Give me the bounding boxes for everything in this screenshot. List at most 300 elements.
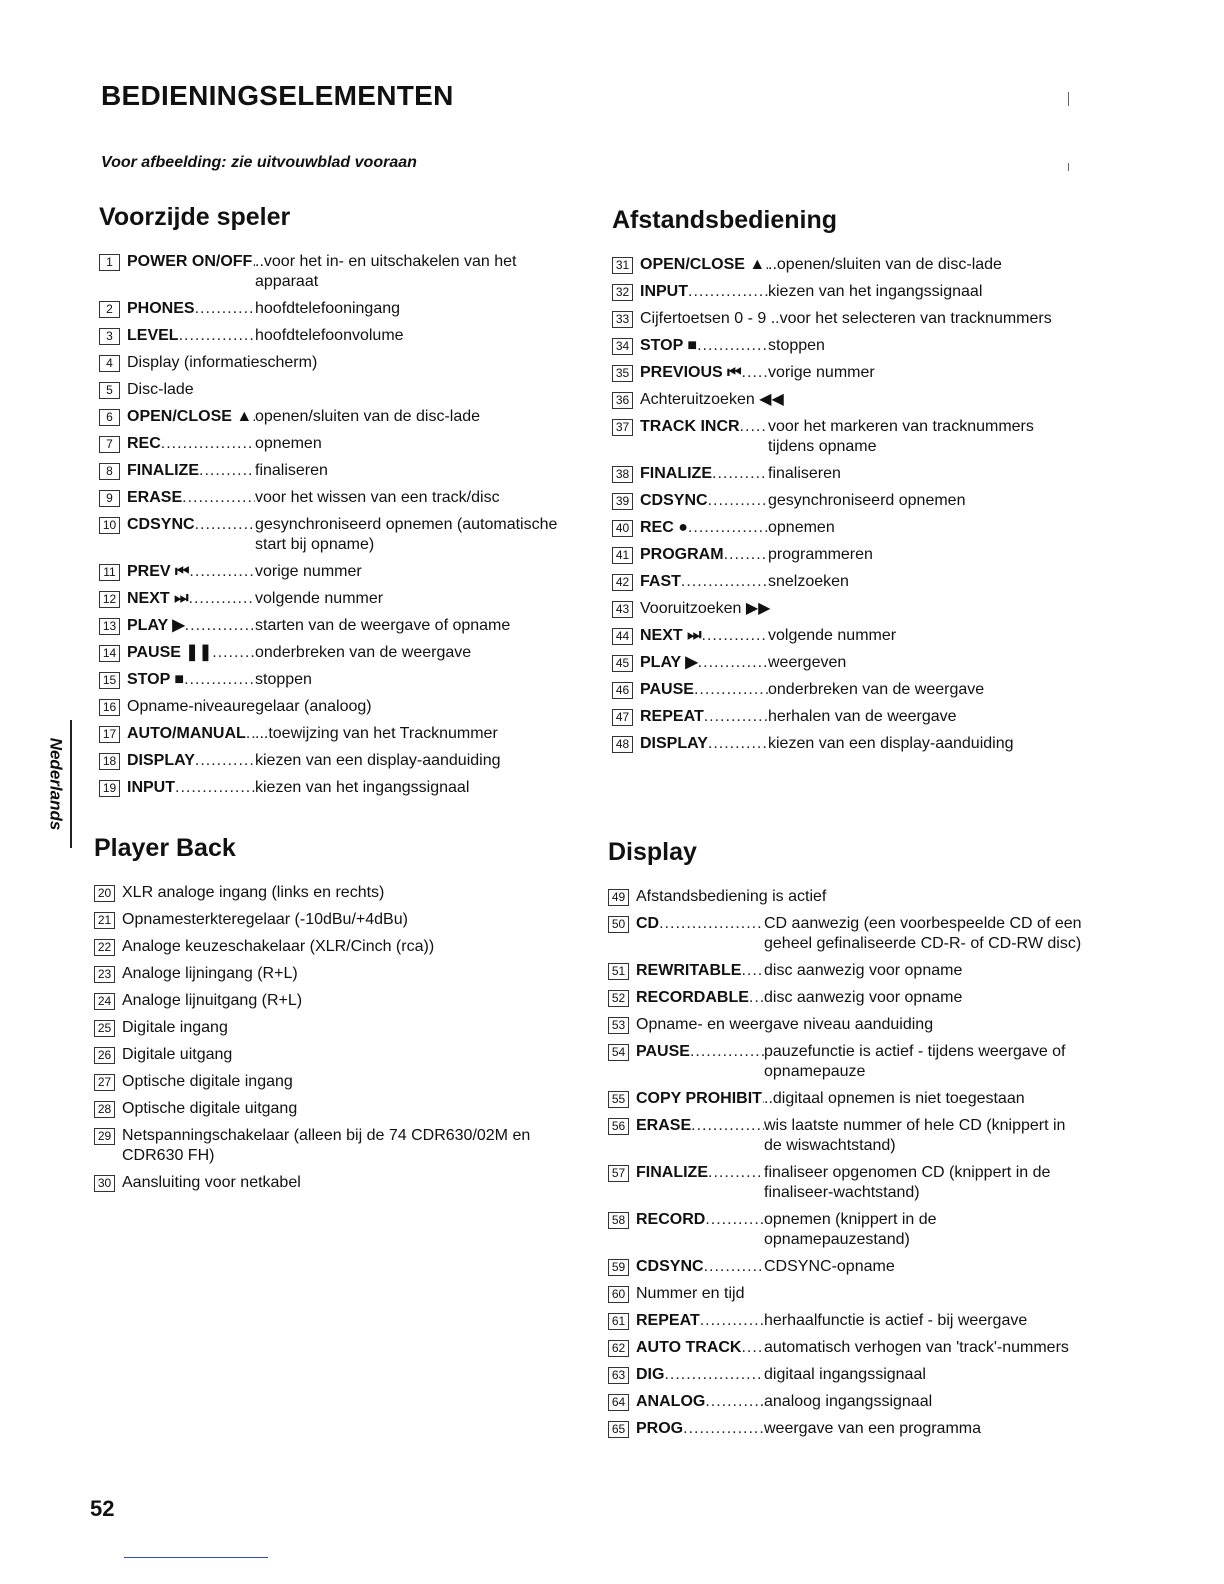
- list-item: [99, 252, 569, 292]
- item-number: 28: [94, 1101, 115, 1118]
- list-item: [99, 434, 569, 454]
- item-label: POWER ON/OFF: [127, 253, 253, 270]
- dot-leader: [683, 1419, 764, 1439]
- dot-leader: [704, 707, 768, 727]
- item-label: REPEAT: [640, 708, 704, 725]
- item-description: voor het markeren van tracknummers tijdens opname: [768, 418, 1034, 455]
- item-label: FAST: [640, 573, 681, 590]
- item-number: 16: [99, 699, 120, 716]
- footer-divider: [124, 1557, 268, 1558]
- list-item: [99, 299, 569, 319]
- item-description: openen/sluiten van de disc-lade: [255, 408, 481, 425]
- dot-leader: [185, 616, 255, 636]
- item-number: 34: [612, 338, 633, 355]
- list-item: [612, 363, 1082, 383]
- dot-leader: [708, 734, 768, 754]
- section-display: [608, 838, 1083, 1446]
- dot-leader: [694, 680, 768, 700]
- item-description: finaliseer opgenomen CD (knippert in de finaliseer-wachtstand): [764, 1164, 1051, 1201]
- item-number: 27: [94, 1074, 115, 1091]
- dot-leader: [708, 491, 768, 511]
- dot-leader: [740, 417, 768, 437]
- item-description: ..openen/sluiten van de disc-lade: [768, 256, 1002, 273]
- item-number: 26: [94, 1047, 115, 1064]
- item-description: volgende nummer: [768, 627, 897, 644]
- item-description: gesynchroniseerd opnemen (automatische start bij opname): [255, 516, 558, 553]
- item-number: 49: [608, 889, 629, 906]
- item-number: 5: [99, 382, 120, 399]
- list-item: [94, 1126, 574, 1166]
- dot-leader: [195, 299, 255, 319]
- item-description: finaliseren: [255, 462, 328, 479]
- dot-leader: [246, 724, 255, 744]
- item-description: herhaalfunctie is actief - bij weergave: [764, 1312, 1028, 1329]
- list-item: [99, 326, 569, 346]
- item-description: stoppen: [255, 671, 312, 688]
- list-item: [94, 1018, 574, 1038]
- dot-leader: [688, 518, 768, 538]
- dot-leader: [179, 326, 255, 346]
- list-item: [94, 883, 574, 903]
- item-description: ...toewijzing van het Tracknummer: [255, 725, 498, 742]
- language-label: Nederlands: [46, 737, 65, 831]
- item-label: PAUSE ❚❚: [127, 644, 213, 661]
- item-label: PLAY ▶: [640, 654, 698, 671]
- dot-leader: [741, 1338, 764, 1358]
- item-label: PREV ⏮: [127, 563, 190, 580]
- list-item: [608, 1365, 1083, 1385]
- item-description: disc aanwezig voor opname: [764, 962, 963, 979]
- item-label: CDSYNC: [127, 516, 195, 533]
- item-description: onderbreken van de weergave: [255, 644, 472, 661]
- item-number: 20: [94, 885, 115, 902]
- item-number: 21: [94, 912, 115, 929]
- item-description: vorige nummer: [255, 563, 362, 580]
- item-description: weergeven: [768, 654, 847, 671]
- section-heading: Display: [608, 838, 697, 866]
- scan-mark: [1068, 92, 1069, 106]
- item-number: 42: [612, 574, 633, 591]
- page-number: 52: [90, 1496, 115, 1521]
- item-label: RECORDABLE: [636, 989, 749, 1006]
- list-item: [99, 515, 569, 555]
- section-heading: Voorzijde speler: [99, 203, 291, 231]
- item-label: PAUSE: [640, 681, 694, 698]
- item-number: 55: [608, 1091, 629, 1108]
- item-number: 3: [99, 328, 120, 345]
- dot-leader: [195, 751, 255, 771]
- item-number: 48: [612, 736, 633, 753]
- item-description: kiezen van een display-aanduiding: [255, 752, 501, 769]
- item-description: digitaal ingangssignaal: [764, 1366, 926, 1383]
- list-item: [99, 353, 569, 373]
- item-number: 9: [99, 490, 120, 507]
- item-text: Netspanningschakelaar (alleen bij de 74 CDR630/02M en CDR630 FH): [122, 1127, 531, 1164]
- item-text: XLR analoge ingang (links en rechts): [122, 884, 385, 901]
- item-number: 15: [99, 672, 120, 689]
- item-label: PROG: [636, 1420, 684, 1437]
- list-item: [99, 751, 569, 771]
- list-item: [612, 336, 1082, 356]
- item-text: Optische digitale uitgang: [122, 1100, 298, 1117]
- item-number: 19: [99, 780, 120, 797]
- item-number: 46: [612, 682, 633, 699]
- item-text: Cijfertoetsen 0 - 9 ..voor het selecteren van tracknummers: [640, 310, 1052, 327]
- item-number: 12: [99, 591, 120, 608]
- item-label: PHONES: [127, 300, 195, 317]
- list-item: [94, 910, 574, 930]
- item-number: 1: [99, 254, 120, 271]
- item-number: 63: [608, 1367, 629, 1384]
- item-description: opnemen (knippert in de opnamepauzestand): [764, 1211, 937, 1248]
- list-item: [608, 1257, 1083, 1277]
- dot-leader: [724, 545, 768, 565]
- item-number: 37: [612, 419, 633, 436]
- item-number: 7: [99, 436, 120, 453]
- dot-leader: [708, 1163, 764, 1183]
- dot-leader: [184, 670, 255, 690]
- dot-leader: [741, 961, 764, 981]
- item-number: 35: [612, 365, 633, 382]
- item-description: opnemen: [768, 519, 835, 536]
- item-label: REC: [127, 435, 161, 452]
- dot-leader: [702, 626, 768, 646]
- item-description: stoppen: [768, 337, 825, 354]
- item-description: analoog ingangssignaal: [764, 1393, 933, 1410]
- item-number: 31: [612, 257, 633, 274]
- item-description: CDSYNC-opname: [764, 1258, 895, 1275]
- list-item: [99, 380, 569, 400]
- list-item: [612, 653, 1082, 673]
- back-items: [94, 883, 574, 1193]
- dot-leader: [189, 589, 255, 609]
- item-label: RECORD: [636, 1211, 706, 1228]
- item-text: Disc-lade: [127, 381, 194, 398]
- section-front-panel: [99, 203, 569, 805]
- list-item: [612, 734, 1082, 754]
- list-item: [94, 937, 574, 957]
- item-description: kiezen van het ingangssignaal: [255, 779, 470, 796]
- item-label: DISPLAY: [640, 735, 708, 752]
- item-label: AUTO/MANUAL: [127, 725, 246, 742]
- item-text: Analoge keuzeschakelaar (XLR/Cinch (rca)): [122, 938, 435, 955]
- list-item: [608, 1311, 1083, 1331]
- list-item: [612, 626, 1082, 646]
- item-description: voor het wissen van een track/disc: [255, 489, 500, 506]
- item-description: starten van de weergave of opname: [255, 617, 511, 634]
- item-label: STOP ■: [127, 671, 185, 688]
- list-item: [612, 680, 1082, 700]
- list-item: [608, 887, 1083, 907]
- list-item: [94, 1045, 574, 1065]
- item-text: Afstandsbediening is actief: [636, 888, 827, 905]
- item-number: 52: [608, 990, 629, 1007]
- list-item: [612, 518, 1082, 538]
- list-item: [608, 1015, 1083, 1035]
- item-label: CDSYNC: [640, 492, 708, 509]
- item-number: 45: [612, 655, 633, 672]
- list-item: [608, 1210, 1083, 1250]
- item-label: PLAY ▶: [127, 617, 185, 634]
- item-number: 65: [608, 1421, 629, 1438]
- dot-leader: [712, 464, 768, 484]
- item-text: Aansluiting voor netkabel: [122, 1174, 301, 1191]
- item-number: 59: [608, 1259, 629, 1276]
- dot-leader: [182, 488, 255, 508]
- list-item: [99, 407, 569, 427]
- item-label: LEVEL: [127, 327, 179, 344]
- item-label: PREVIOUS ⏮: [640, 364, 742, 381]
- item-label: FINALIZE: [640, 465, 712, 482]
- list-item: [608, 1284, 1083, 1304]
- item-text: Vooruitzoeken ▶▶: [640, 600, 771, 617]
- item-label: NEXT ⏭: [127, 590, 189, 607]
- item-number: 17: [99, 726, 120, 743]
- item-description: hoofdtelefoonvolume: [255, 327, 404, 344]
- list-item: [94, 1072, 574, 1092]
- item-number: 30: [94, 1175, 115, 1192]
- section-player-back: [94, 834, 574, 1200]
- list-item: [612, 599, 1082, 619]
- item-label: NEXT ⏭: [640, 627, 702, 644]
- item-description: hoofdtelefooningang: [255, 300, 401, 317]
- item-number: 8: [99, 463, 120, 480]
- item-description: herhalen van de weergave: [768, 708, 957, 725]
- item-text: Achteruitzoeken ◀◀: [640, 391, 784, 408]
- dot-leader: [189, 562, 255, 582]
- item-label: OPEN/CLOSE ▲: [640, 256, 766, 273]
- dot-leader: [195, 515, 255, 535]
- item-label: ERASE: [636, 1117, 692, 1134]
- item-number: 56: [608, 1118, 629, 1135]
- item-description: onderbreken van de weergave: [768, 681, 985, 698]
- item-description: snelzoeken: [768, 573, 849, 590]
- list-item: [99, 562, 569, 582]
- item-description: programmeren: [768, 546, 873, 563]
- item-number: 13: [99, 618, 120, 635]
- item-label: PAUSE: [636, 1043, 690, 1060]
- list-item: [612, 309, 1082, 329]
- item-text: Opnamesterkteregelaar (-10dBu/+4dBu): [122, 911, 408, 928]
- item-text: Digitale uitgang: [122, 1046, 233, 1063]
- item-number: 57: [608, 1165, 629, 1182]
- item-number: 53: [608, 1017, 629, 1034]
- list-item: [99, 488, 569, 508]
- list-item: [608, 1042, 1083, 1082]
- item-label: INPUT: [640, 283, 688, 300]
- dot-leader: [697, 336, 768, 356]
- item-number: 58: [608, 1212, 629, 1229]
- dot-leader: [698, 653, 768, 673]
- item-number: 41: [612, 547, 633, 564]
- dot-leader: [742, 363, 768, 383]
- item-number: 47: [612, 709, 633, 726]
- dot-leader: [705, 1392, 764, 1412]
- item-number: 6: [99, 409, 120, 426]
- list-item: [608, 961, 1083, 981]
- dot-leader: [704, 1257, 764, 1277]
- item-description: vorige nummer: [768, 364, 875, 381]
- list-item: [608, 1089, 1083, 1109]
- section-heading: Afstandsbediening: [612, 206, 838, 234]
- dot-leader: [705, 1210, 764, 1230]
- item-number: 22: [94, 939, 115, 956]
- item-number: 44: [612, 628, 633, 645]
- item-label: DIG: [636, 1366, 665, 1383]
- item-text: Opname- en weergave niveau aanduiding: [636, 1016, 934, 1033]
- list-item: [99, 616, 569, 636]
- item-description: volgende nummer: [255, 590, 384, 607]
- list-item: [608, 1392, 1083, 1412]
- item-label: STOP ■: [640, 337, 698, 354]
- item-description: wis laatste nummer of hele CD (knippert in de wiswachtstand): [764, 1117, 1066, 1154]
- item-number: 60: [608, 1286, 629, 1303]
- dot-leader: [690, 1042, 764, 1062]
- dot-leader: [688, 282, 768, 302]
- item-label: OPEN/CLOSE ▲: [127, 408, 253, 425]
- dot-leader: [212, 643, 255, 663]
- section-remote-control: [612, 206, 1082, 761]
- list-item: [608, 1338, 1083, 1358]
- item-label: PROGRAM: [640, 546, 724, 563]
- item-number: 2: [99, 301, 120, 318]
- item-number: 39: [612, 493, 633, 510]
- item-text: Opname-niveauregelaar (analoog): [127, 698, 372, 715]
- remote-items: [612, 255, 1082, 754]
- list-item: [94, 1173, 574, 1193]
- item-number: 61: [608, 1313, 629, 1330]
- item-label: CDSYNC: [636, 1258, 704, 1275]
- list-item: [99, 778, 569, 798]
- item-number: 64: [608, 1394, 629, 1411]
- item-number: 40: [612, 520, 633, 537]
- list-item: [99, 697, 569, 717]
- dot-leader: [664, 1365, 764, 1385]
- item-description: pauzefunctie is actief - tijdens weergave of opnamepauze: [764, 1043, 1066, 1080]
- list-item: [612, 417, 1082, 457]
- item-number: 25: [94, 1020, 115, 1037]
- item-number: 14: [99, 645, 120, 662]
- item-label: REWRITABLE: [636, 962, 742, 979]
- item-number: 50: [608, 916, 629, 933]
- item-number: 4: [99, 355, 120, 372]
- list-item: [608, 1163, 1083, 1203]
- item-number: 24: [94, 993, 115, 1010]
- item-label: TRACK INCR: [640, 418, 740, 435]
- item-number: 43: [612, 601, 633, 618]
- item-label: ANALOG: [636, 1393, 706, 1410]
- item-number: 54: [608, 1044, 629, 1061]
- item-description: disc aanwezig voor opname: [764, 989, 963, 1006]
- item-number: 29: [94, 1128, 115, 1145]
- list-item: [99, 670, 569, 690]
- list-item: [94, 1099, 574, 1119]
- dot-leader: [691, 1116, 764, 1136]
- page-subtitle: Voor afbeelding: zie uitvouwblad vooraan: [101, 154, 417, 171]
- item-description: finaliseren: [768, 465, 841, 482]
- display-items: [608, 887, 1083, 1439]
- item-number: 32: [612, 284, 633, 301]
- item-description: CD aanwezig (een voorbespeelde CD of een geheel gefinaliseerde CD-R- of CD-RW disc): [764, 915, 1082, 952]
- item-label: REPEAT: [636, 1312, 700, 1329]
- dot-leader: [199, 461, 255, 481]
- front-items: [99, 252, 569, 798]
- list-item: [99, 589, 569, 609]
- item-label: INPUT: [127, 779, 175, 796]
- item-number: 33: [612, 311, 633, 328]
- language-side-tab: [40, 720, 72, 848]
- scan-mark: [1068, 163, 1069, 171]
- item-label: FINALIZE: [636, 1164, 708, 1181]
- list-item: [608, 988, 1083, 1008]
- item-label: ERASE: [127, 489, 183, 506]
- item-label: DISPLAY: [127, 752, 195, 769]
- item-number: 62: [608, 1340, 629, 1357]
- item-description: ..voor het in- en uitschakelen van het apparaat: [255, 253, 517, 290]
- item-description: automatisch verhogen van 'track'-nummers: [764, 1339, 1069, 1356]
- list-item: [612, 464, 1082, 484]
- list-item: [608, 1116, 1083, 1156]
- list-item: [608, 914, 1083, 954]
- item-label: AUTO TRACK: [636, 1339, 742, 1356]
- dot-leader: [749, 988, 764, 1008]
- list-item: [94, 964, 574, 984]
- item-number: 23: [94, 966, 115, 983]
- dot-leader: [161, 434, 255, 454]
- dot-leader: [681, 572, 768, 592]
- list-item: [99, 461, 569, 481]
- list-item: [99, 724, 569, 744]
- item-number: 38: [612, 466, 633, 483]
- item-text: Optische digitale ingang: [122, 1073, 293, 1090]
- list-item: [612, 390, 1082, 410]
- dot-leader: [659, 914, 764, 934]
- item-number: 36: [612, 392, 633, 409]
- list-item: [94, 991, 574, 1011]
- item-text: Nummer en tijd: [636, 1285, 745, 1302]
- list-item: [612, 255, 1082, 275]
- item-number: 18: [99, 753, 120, 770]
- item-number: 10: [99, 517, 120, 534]
- item-label: CD: [636, 915, 660, 932]
- item-number: 11: [99, 564, 120, 581]
- list-item: [608, 1419, 1083, 1439]
- list-item: [612, 545, 1082, 565]
- list-item: [612, 282, 1082, 302]
- item-label: REC ●: [640, 519, 688, 536]
- item-text: Digitale ingang: [122, 1019, 228, 1036]
- item-description: ..digitaal opnemen is niet toegestaan: [764, 1090, 1025, 1107]
- item-label: COPY PROHIBIT: [636, 1090, 762, 1107]
- item-description: kiezen van een display-aanduiding: [768, 735, 1014, 752]
- dot-leader: [175, 778, 255, 798]
- item-description: weergave van een programma: [764, 1420, 982, 1437]
- list-item: [612, 572, 1082, 592]
- item-text: Analoge lijningang (R+L): [122, 965, 298, 982]
- list-item: [99, 643, 569, 663]
- section-heading: Player Back: [94, 834, 236, 862]
- item-description: opnemen: [255, 435, 322, 452]
- item-text: Display (informatiescherm): [127, 354, 318, 371]
- item-label: FINALIZE: [127, 462, 199, 479]
- list-item: [612, 707, 1082, 727]
- dot-leader: [700, 1311, 764, 1331]
- item-description: kiezen van het ingangssignaal: [768, 283, 983, 300]
- item-description: gesynchroniseerd opnemen: [768, 492, 966, 509]
- list-item: [612, 491, 1082, 511]
- page-title: BEDIENINGSELEMENTEN: [101, 80, 454, 111]
- item-text: Analoge lijnuitgang (R+L): [122, 992, 303, 1009]
